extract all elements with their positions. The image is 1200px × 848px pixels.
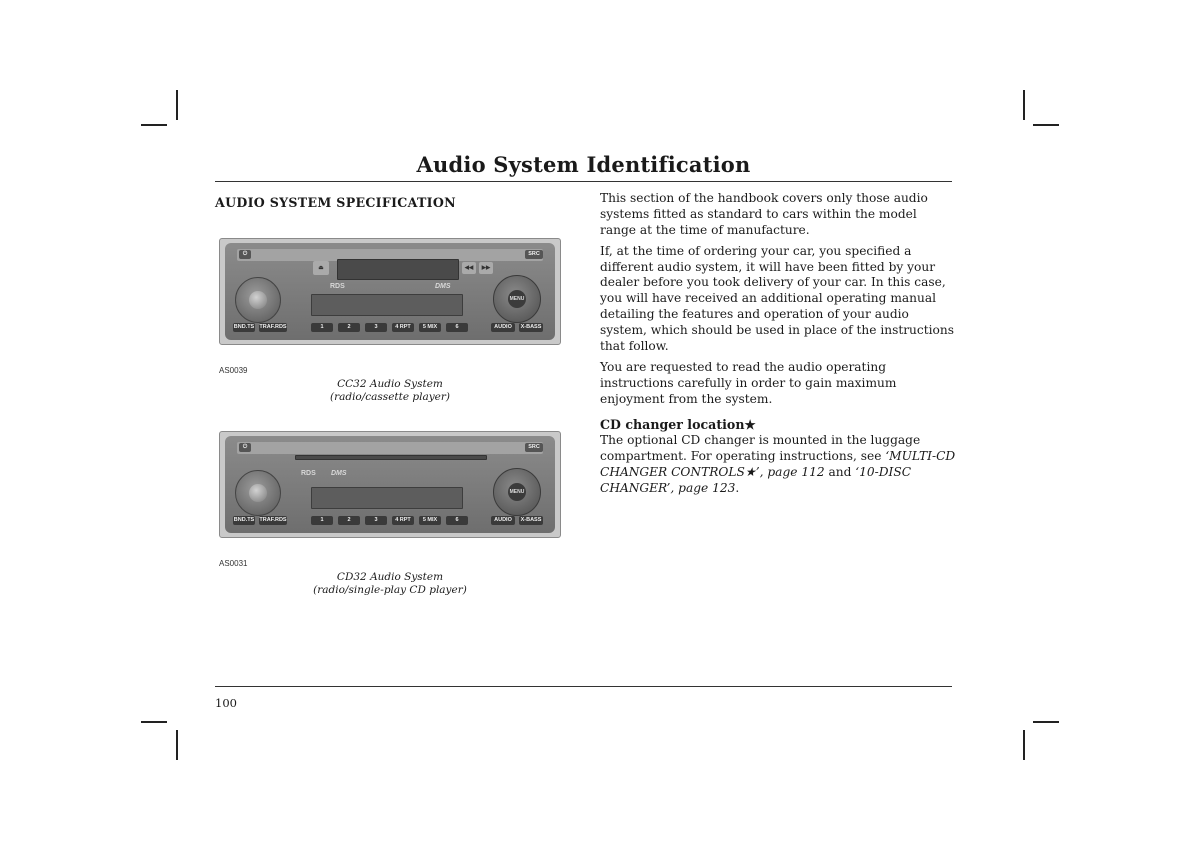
paragraph (600, 433, 956, 496)
lcd-display (311, 487, 463, 509)
radio-faceplate (225, 436, 555, 533)
paragraph: You are requested to read the audio operating instructions carefully in order to gain maximum enjoyment from the system. (600, 359, 897, 406)
preset-2-button: 2 (338, 516, 360, 525)
cross-reference-link[interactable]: ‘MULTI-CD CHANGER CONTROLS★’, page 112 (600, 448, 956, 479)
eject-icon: ⏏ (313, 261, 329, 275)
preset-5-button: 5 MIX (419, 323, 441, 332)
preset-6-button: 6 (446, 323, 468, 332)
page-title: Audio System Identification (416, 152, 751, 177)
crop-mark (176, 90, 178, 120)
text-span: The optional CD changer is mounted in the luggage compartment. For operating instructions, see (600, 433, 921, 463)
header-rule (215, 181, 952, 182)
traf-rds-button: TRAF.RDS (259, 517, 287, 523)
figure-caption (300, 571, 480, 597)
rds-logo: RDS (301, 470, 316, 477)
paragraph: If, at the time of ordering your car, you specified a different audio system, it will have been fitted by your dealer before you took delivery of your car. In this case, you will have received an additional operating manual detailing the features and operation of your audio system, which should be used in place of the instructions that follow. (600, 243, 954, 353)
figure-id: AS0031 (219, 559, 248, 568)
subheading: CD changer location★ (600, 417, 756, 433)
x-bass-button: X-BASS (520, 517, 542, 523)
radio-top-strip (237, 442, 543, 454)
caption-line: (radio/cassette player) (329, 391, 451, 403)
section-heading: AUDIO SYSTEM SPECIFICATION (215, 195, 456, 210)
dms-logo: DMS (435, 283, 451, 290)
navigation-pad (493, 468, 541, 516)
x-bass-button: X-BASS (520, 324, 542, 330)
src-button: SRC (525, 443, 543, 452)
preset-4-button: 4 RPT (392, 516, 414, 525)
fast-forward-icon: ▶▶ (479, 262, 493, 274)
cross-reference-link[interactable]: ‘10-DISC CHANGER’, page 123 (600, 464, 912, 495)
volume-knob (235, 470, 281, 516)
preset-3-button: 3 (365, 323, 387, 332)
caption-line: CD32 Audio System (336, 571, 444, 583)
preset-2-button: 2 (338, 323, 360, 332)
preset-3-button: 3 (365, 516, 387, 525)
footer-rule (215, 686, 952, 687)
preset-6-button: 6 (446, 516, 468, 525)
traf-rds-button: TRAF.RDS (259, 324, 287, 330)
paragraph: This section of the handbook covers only those audio systems fitted as standard to cars within the model range at the time of manufacture. (600, 191, 928, 237)
dms-logo: DMS (331, 470, 347, 477)
power-icon: ⏻ (239, 250, 251, 259)
bnd-ts-button: BND.TS (233, 324, 255, 330)
cd-slot (295, 455, 487, 460)
audio-button: AUDIO (491, 323, 515, 332)
volume-knob (235, 277, 281, 323)
crop-mark (1023, 730, 1025, 760)
cc32-radio-illustration (219, 238, 561, 345)
bnd-ts-button: BND.TS (233, 517, 255, 523)
figure-id: AS0039 (219, 366, 248, 375)
src-button: SRC (525, 250, 543, 259)
preset-5-button: 5 MIX (419, 516, 441, 525)
crop-mark (141, 124, 167, 126)
crop-mark (141, 721, 167, 723)
text-span: . (735, 480, 740, 495)
navigation-pad (493, 275, 541, 323)
rewind-icon: ◀◀ (462, 262, 476, 274)
figure-caption (300, 378, 480, 404)
menu-button: MENU (508, 290, 526, 308)
cd32-radio-illustration (219, 431, 561, 538)
right-column (600, 191, 956, 502)
power-icon: ⏻ (239, 443, 251, 452)
page-number: 100 (215, 696, 237, 710)
preset-4-button: 4 RPT (392, 323, 414, 332)
audio-button: AUDIO (491, 516, 515, 525)
crop-mark (176, 730, 178, 760)
rds-logo: RDS (330, 283, 345, 290)
caption-line: CC32 Audio System (337, 378, 443, 390)
caption-line: (radio/single-play CD player) (313, 584, 467, 596)
lcd-display (311, 294, 463, 316)
cassette-slot (337, 259, 459, 280)
preset-1-button: 1 (311, 323, 333, 332)
text-span: and (824, 464, 856, 479)
menu-button: MENU (508, 483, 526, 501)
radio-faceplate (225, 243, 555, 340)
crop-mark (1033, 124, 1059, 126)
preset-1-button: 1 (311, 516, 333, 525)
crop-mark (1023, 90, 1025, 120)
crop-mark (1033, 721, 1059, 723)
